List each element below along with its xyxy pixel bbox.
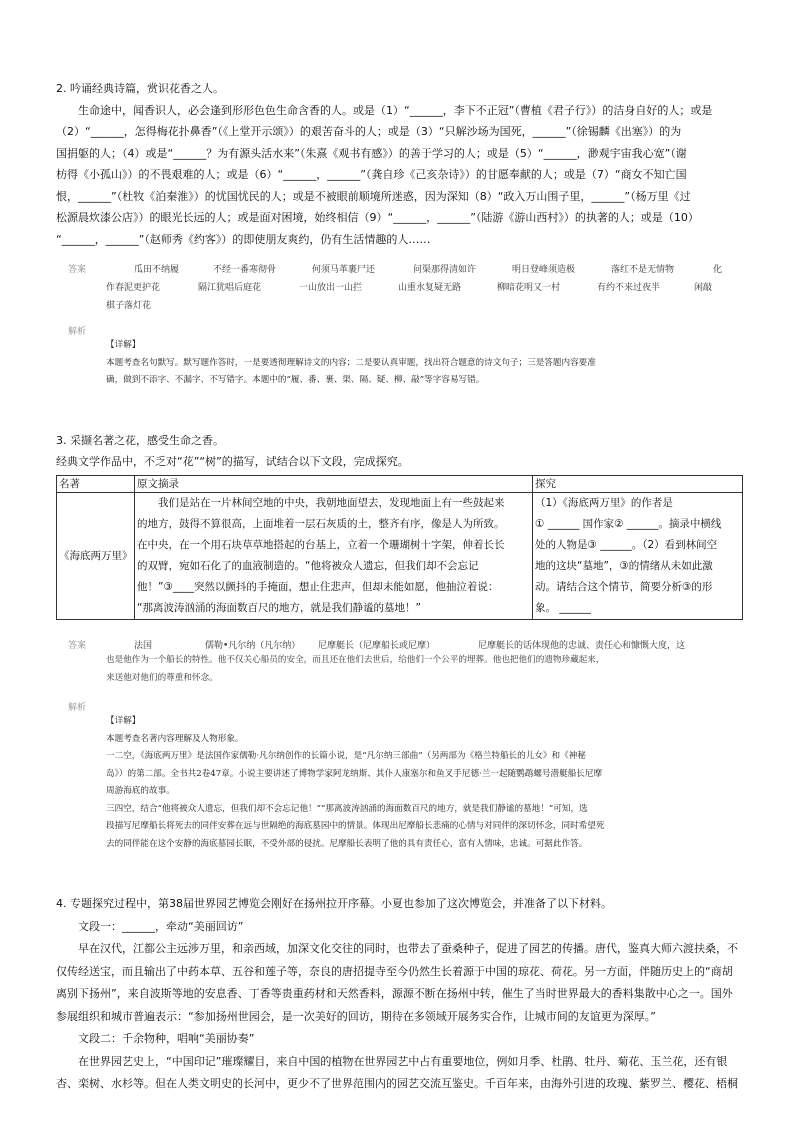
q3-answer-continuation [106, 652, 604, 687]
table-header-row [57, 476, 743, 493]
detail-line: 本题考查名著内容理解及人物形象。 [106, 733, 244, 744]
answer-item: 儒勒•凡尔纳（凡尔纳） [205, 641, 301, 651]
q3-answer-row [0, 638, 794, 652]
detail-line: 确，做到不添字、不漏字、不写错字。本题中的“履、番、裹、渠、隔、疑、柳、敲”等字容易写错。 [106, 375, 485, 385]
answer-item: 化 [713, 265, 723, 275]
answer-item: 有约不来过夜半 [597, 283, 661, 293]
question-4 [56, 893, 742, 1096]
answer-item: 何须马革裹尸还 [312, 265, 376, 275]
q4-text-line: 杏、栾树、水杉等。但在人类文明史的长河中，更少不了世界范围内的园艺交流互鉴史。千百年来，由海外引进的玫瑰、紫罗兰、樱花、梧桐 [56, 1077, 738, 1090]
detail-line: 【详解】 [106, 716, 141, 726]
answer-item: 尼摩艇长（尼摩船长或尼摩） [318, 641, 436, 651]
header-cell: 名著 [57, 476, 135, 493]
q2-text-line: 松源晨炊漆公店》）的眼光长远的人；或是面对困境，始终相信（9）“______，______”（陆游《游山西村》）的执著的人；或是（10） [56, 211, 699, 224]
answer-item: 闲敲 [694, 283, 713, 293]
q2-answer-row [0, 298, 794, 312]
answer-line: 也是他作为一个船长的特性。他不仅关心船员的安全，而且还在他们去世后，给他们一个公平的埋葬。他也把他们的遗物珍藏起来， [106, 655, 605, 665]
q4-text-line: 文段二：千余物种，唱响“美丽协奏” [78, 1032, 255, 1045]
answer-item: 问渠那得清如许 [413, 265, 477, 275]
q2-text-line: 国捐躯的人；（4）或是“______？为有源头活水来”（朱熹《观书有感》）的善于学习的人；或是（5）“______，渺观宇宙我心宽”（谢 [56, 146, 687, 160]
q4-title: 4. 专题探究过程中，第38届世界园艺博览会刚好在扬州拉开序幕。小夏也参加了这次博览会，并准备了以下材料。 [56, 897, 612, 910]
answer-item: 作春泥更护花 [106, 283, 161, 293]
q3-intro: 经典文学作品中，不乏对“花”“树”的描写，试结合以下文段，完成探究。 [56, 455, 409, 468]
q2-title: 2. 吟诵经典诗篇，赏识花香之人。 [56, 82, 224, 95]
detail-line: 岛》）的第二部。全书共2卷47章。小说主要讲述了博物学家阿龙纳斯、其仆人康塞尔和鱼叉手尼德·兰一起随鹦鹉螺号潜艇船长尼摩 [106, 768, 603, 779]
q2-text-line: 生命途中，闻香识人，必会逢到形形色色生命含香的人。或是（1）“______，李下不正冠”（曹植《君子行》）的洁身自好的人；或是 [78, 103, 713, 117]
question-3 [56, 430, 742, 472]
q2-answer-label: 答案 [68, 265, 87, 275]
answer-item: 不经一番寒彻骨 [213, 265, 277, 275]
explore-line: （1）《海底两万里》的作者是 [535, 497, 673, 509]
excerpt-line: 的地方，鼓得不算很高，上面堆着一层石灰质的土，整齐有序，像是人为所致。 [137, 518, 505, 530]
answer-item: 落红不是无情物 [611, 265, 675, 275]
answer-item: 一山放出一山拦 [299, 283, 363, 293]
explore-line: 处的人物是③ ______。（2）看到林间空 [535, 539, 718, 551]
q4-text-line: 离别下扬州”，来自波斯等地的安息香、丁香等贵重药材和天然香料，源源不断在扬州中转，催生了当时世界最大的香料集散中心之一。国外 [56, 987, 733, 1000]
q3-table [56, 475, 743, 620]
q4-text-line: 在世界园艺史上，“中国印记”璀璨耀目，来自中国的植物在世界园艺中占有重要地位，例如月季、杜鹃、牡丹、菊花、玉兰花，还有银 [78, 1054, 728, 1068]
answer-item: 明日登峰须造极 [512, 265, 576, 275]
header-cell: 探究 [533, 476, 743, 493]
detail-line: 段描写尼摩船长将死去的同伴安葬在远与世隔绝的海底墓园中的情景。体现出尼摩船长悲痛的心情与对同伴的深切怀念，同时希望死 [106, 821, 605, 831]
excerpt-line: 他！”③____突然以颤抖的手掩面，想止住悲声，但却未能如愿，他抽泣着说： [137, 581, 499, 593]
q2-text-line: 枋得《小孤山》）的不畏艰难的人；或是（6）“______，______”（龚自珍《己亥杂诗》）的甘愿奉献的人；或是（7）“商女不知亡国 [56, 168, 687, 181]
question-2 [56, 78, 742, 250]
answer-item: 瓜田不纳履 [134, 265, 180, 275]
book-title: 《海底两万里》 [59, 549, 133, 562]
answer-item: 隔江犹唱后庭花 [198, 283, 262, 293]
excerpt-line: “那离波涛汹涌的海面数百尺的地方，就是我们静谧的墓地！” [137, 602, 421, 614]
q3-title: 3. 采撷名著之花，感受生命之香。 [56, 434, 224, 447]
detail-line: 三四空，结合“他将被众人遗忘，但我们却不会忘记他！”“那离波涛汹涌的海面数百尺的地方，就是我们静谧的墓地！”可知，选 [106, 803, 588, 814]
explore-line: 象。 ______ [535, 602, 591, 614]
detail-line: 本题考查名句默写。默写题作答时，一是要透彻理解诗文的内容；二是要认真审题，找出符合题意的诗文句子；三是答题内容要准 [106, 357, 596, 368]
explore-line: 地的这块“墓地”，③的情绪从未如此激 [535, 560, 713, 572]
q3-answer-label: 答案 [68, 641, 87, 651]
excerpt-line: 在中央，在一个用石块草草地搭起的台基上，立着一个珊瑚树十字架，伸着长长 [137, 539, 505, 551]
answer-item: 尼摩艇长的话体现他的忠诚、责任心和慷慨大度，这 [478, 641, 686, 651]
detail-line: 去的同伴能在这个安静的海底墓园长眠，不受外部的侵扰。尼摩船长表明了他的具有责任心，富有人情味，忠诚。可据此作答。 [106, 838, 588, 849]
detail-line: 一二空，《海底两万里》是法国作家儒勒·凡尔纳创作的长篇小说，是“凡尔纳三部曲”（另两部为《格兰特船长的儿女》和《神秘 [106, 751, 586, 761]
answer-item: 柳暗花明又一村 [497, 283, 561, 293]
q4-text-line: 参展组织和城市普遍表示：“参加扬州世园会，是一次美好的回访，期待在多领域开展务实合作，让城市间的友谊更为深厚。” [56, 1009, 656, 1023]
q2-answer-row [0, 262, 794, 276]
q3-analysis-label: 解析 [68, 703, 87, 713]
detail-line: 【详解】 [106, 340, 141, 350]
q4-text-line: 早在汉代，江都公主远涉万里，和亲西域，加深文化交往的同时，也带去了蚕桑种子，促进了园艺的传播。唐代，鉴真大师六渡扶桑，不 [78, 942, 738, 955]
answer-item: 山重水复疑无路 [398, 283, 462, 293]
explore-line: 动。请结合这个情节，简要分析③的形 [535, 581, 713, 593]
table-row [57, 493, 743, 620]
q2-text-line: 恨，______”（杜牧《泊秦淮》）的忧国忧民的人；或是不被眼前顺境所迷惑，因为深知（8）“政入万山围子里，______”（杨万里《过 [56, 189, 691, 203]
answer-item: 棋子落灯花 [106, 301, 152, 311]
answer-item: 法国 [134, 641, 153, 651]
book-cell [57, 493, 135, 620]
detail-line: 周游海底的故事。 [106, 786, 175, 796]
q2-analysis-label: 解析 [68, 327, 87, 337]
answer-line: 来送他对他们的尊重和怀念。 [106, 672, 218, 683]
q4-text-line: 文段一：______，牵动“美丽回访” [78, 919, 244, 933]
excerpt-cell [135, 493, 533, 620]
q2-text-line: （2）“______，怎得梅花扑鼻香”（《上堂开示颂》）的艰苦奋斗的人；或是（3）“只解沙场为国死，______”（徐锡麟《出塞》）的为 [56, 125, 682, 138]
explore-line: ① ______ 国作家② ______。摘录中横线 [535, 518, 722, 530]
header-cell: 原文摘录 [135, 476, 533, 493]
q2-answer-row [0, 280, 794, 294]
q3-detail [106, 713, 604, 853]
excerpt-line: 的双臂，宛如石化了的血液制造的。“他将被众人遗忘，但我们却不会忘记 [137, 560, 479, 572]
excerpt-line: 我们是站在一片林间空地的中央，我朝地面望去，发现地面上有一些鼓起来 [158, 497, 505, 509]
explore-cell [533, 493, 743, 620]
q4-text-line: 仅传经送宝，而且输出了中药本草、五谷和莲子等，奈良的唐招提寺至今仍然生长着源于中国的琼花、荷花。另一方面，伴随历史上的“商胡 [56, 964, 733, 978]
q2-text-line: “______，______”（赵师秀《约客》）的即使朋友爽约，仍有生活情趣的人…… [56, 232, 431, 246]
q2-detail [106, 337, 596, 390]
